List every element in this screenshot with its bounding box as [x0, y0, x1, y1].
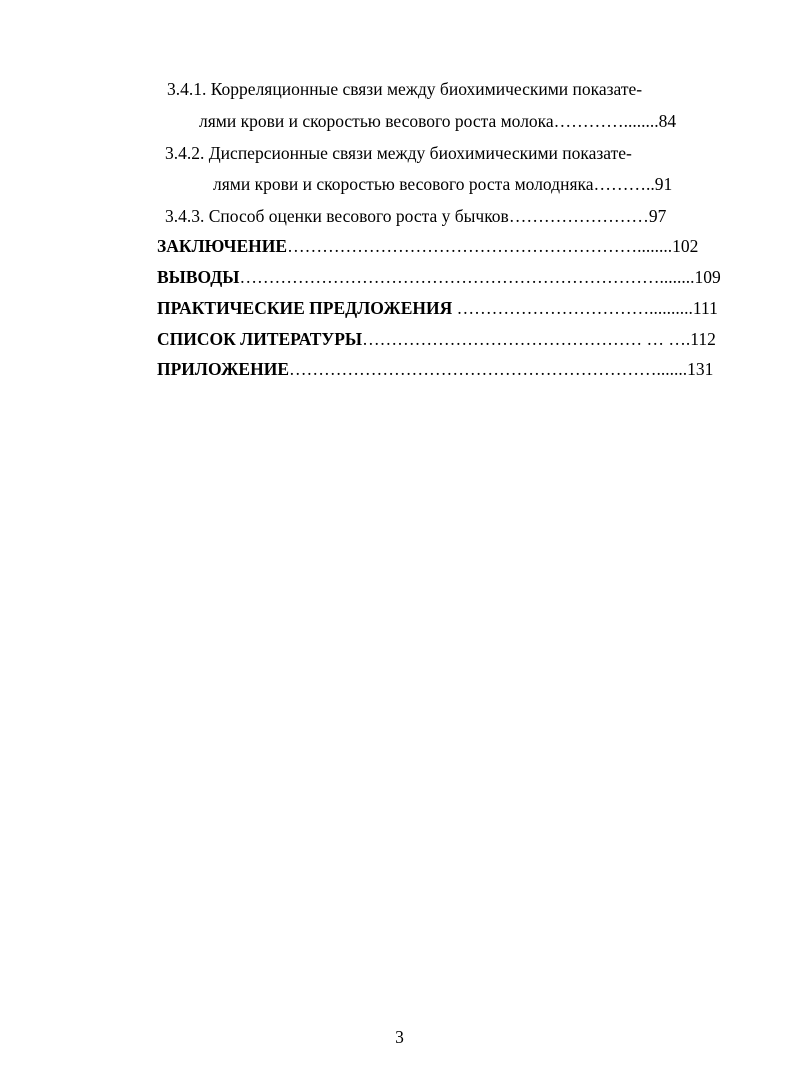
toc-entry-title: ЗАКЛЮЧЕНИЕ [157, 236, 288, 256]
page-number: 3 [395, 1027, 404, 1047]
toc-entry-references [157, 328, 716, 350]
toc-entry-conclusion [157, 235, 698, 257]
toc-leader-dots: ………………………………………… … …. [362, 329, 691, 349]
toc-entry-title: СПИСОК ЛИТЕРАТУРЫ [157, 329, 363, 349]
toc-page-number: 131 [687, 359, 714, 379]
toc-leader-dots: ……………………………………………………........ [287, 236, 673, 256]
toc-entry-title: ПРИЛОЖЕНИЕ [157, 359, 290, 379]
toc-entry-3-4-1-line-1: 3.4.1. Корреляционные связи между биохимическими показате- [167, 79, 643, 99]
toc-entry-title: ПРАКТИЧЕСКИЕ ПРЕДЛОЖЕНИЯ [157, 298, 453, 318]
toc-leader-dots: ………………………………………………………....... [289, 359, 688, 379]
toc-leader-dots: …………………………….......... [452, 298, 693, 318]
toc-entry-title: ВЫВОДЫ [157, 267, 240, 287]
toc-page-number: 109 [694, 267, 721, 287]
toc-entry-findings [157, 266, 721, 288]
toc-page-number: 102 [672, 236, 699, 256]
toc-entry-3-4-2-line-2: лями крови и скоростью весового роста молодняка………..91 [213, 174, 673, 194]
toc-entry-3-4-1-line-2: лями крови и скоростью весового роста молока…………........84 [199, 111, 677, 131]
toc-page-number: 112 [690, 329, 716, 349]
toc-page-number: 111 [692, 298, 718, 318]
toc-leader-dots: ………………………………………………………………........ [239, 267, 695, 287]
toc-entry-3-4-2-line-1: 3.4.2. Дисперсионные связи между биохимическими показате- [165, 143, 632, 163]
toc-entry-practical-proposals [157, 297, 718, 319]
toc-entry-appendix [157, 358, 713, 380]
toc-entry-3-4-3: 3.4.3. Способ оценки весового роста у бычков……………………97 [165, 206, 667, 226]
